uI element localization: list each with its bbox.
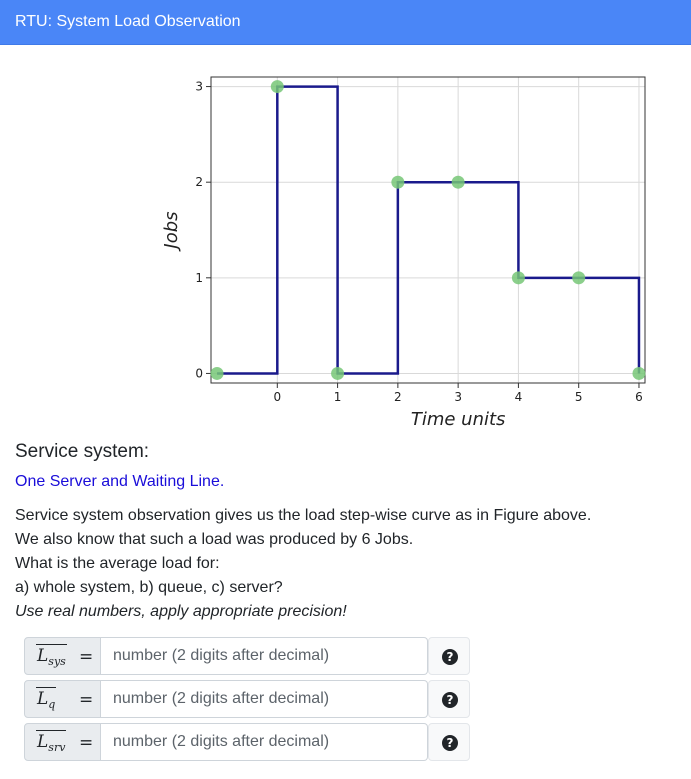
x-tick-label: 3 bbox=[454, 390, 462, 404]
y-tick-label: 3 bbox=[195, 79, 203, 94]
x-tick-label: 6 bbox=[635, 390, 643, 404]
app-title: RTU: System Load Observation bbox=[15, 13, 241, 30]
precision-note: Use real numbers, apply appropriate precision! bbox=[15, 603, 347, 620]
description-line: Service system observation gives us the load step-wise curve as in Figure above. bbox=[15, 507, 592, 524]
description-line: What is the average load for: bbox=[15, 555, 220, 572]
l-q-help-button[interactable] bbox=[428, 680, 470, 718]
data-point bbox=[632, 367, 645, 380]
question-circle-icon: ? bbox=[442, 692, 458, 708]
data-point bbox=[572, 271, 585, 284]
data-point bbox=[391, 176, 404, 189]
load-step-line bbox=[217, 87, 639, 374]
load-chart-svg bbox=[150, 60, 660, 440]
y-axis-label: Jobs bbox=[161, 211, 182, 249]
section-title: Service system: bbox=[15, 441, 150, 462]
l-sys-input[interactable] bbox=[101, 637, 428, 675]
y-tick-label: 1 bbox=[195, 270, 203, 285]
y-tick-label: 2 bbox=[195, 175, 203, 190]
system-subtitle: One Server and Waiting Line. bbox=[15, 473, 225, 490]
data-point bbox=[452, 176, 465, 189]
description-line: We also know that such a load was produced by 6 Jobs. bbox=[15, 531, 414, 548]
l-sys-symbol: $L_{sys}$ bbox=[37, 646, 66, 668]
data-point bbox=[211, 367, 224, 380]
question-circle-icon: ? bbox=[442, 649, 458, 665]
y-tick-label: 0 bbox=[195, 366, 203, 381]
x-tick-label: 0 bbox=[273, 390, 282, 404]
l-q-label: $L_q$ = bbox=[24, 680, 101, 718]
l-q-symbol: $L_q$ bbox=[37, 689, 56, 711]
l-srv-input[interactable] bbox=[101, 723, 428, 761]
description-line: a) whole system, b) queue, c) server? bbox=[15, 579, 283, 596]
problem-description bbox=[15, 504, 591, 624]
l-sys-help-button[interactable] bbox=[428, 637, 470, 675]
data-point bbox=[512, 271, 525, 284]
l-srv-help-button[interactable] bbox=[428, 723, 470, 761]
l-srv-symbol: $L_{srv}$ bbox=[37, 732, 66, 754]
x-axis-label: Time units bbox=[410, 409, 506, 430]
x-tick-label: 5 bbox=[574, 390, 583, 404]
l-q-input[interactable] bbox=[101, 680, 428, 718]
x-tick-label: 1 bbox=[333, 390, 342, 404]
x-tick-label: 2 bbox=[394, 390, 402, 404]
data-point bbox=[271, 80, 284, 93]
l-srv-label: $L_{srv}$ = bbox=[24, 723, 101, 761]
question-circle-icon: ? bbox=[442, 735, 458, 751]
app-header bbox=[0, 0, 691, 45]
x-tick-label: 4 bbox=[514, 390, 523, 404]
load-chart bbox=[150, 60, 660, 440]
data-point bbox=[331, 367, 344, 380]
l-sys-label: $L_{sys}$ = bbox=[24, 637, 101, 675]
